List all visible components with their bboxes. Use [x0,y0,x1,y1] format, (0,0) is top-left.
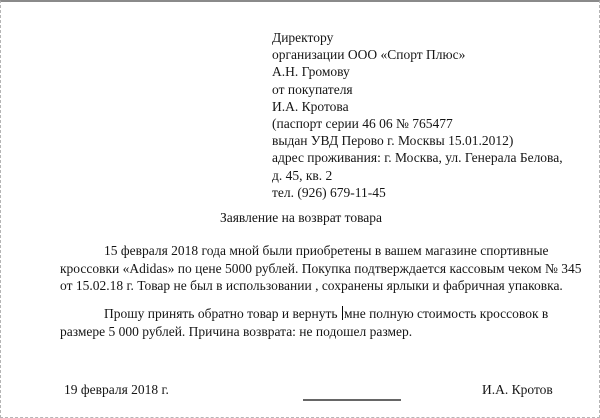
text-before-cursor: Прошу принять обратно товар и вернуть [104,306,341,321]
paragraph-line: от 15.02.18 г. Товар не был в использовании , сохранены ярлыки и фабричная упаковка. [60,278,563,293]
addressee-line: Директору [272,30,334,45]
addressee-line: организации ООО «Спорт Плюс» [272,47,466,63]
addressee-line: И.А. Кротова [272,98,349,114]
text-cursor [342,306,343,320]
addressee-block [272,29,563,201]
addressee-line: выдан УВД Перово г. Москвы 15.01.2012) [272,133,514,149]
paragraph-line [60,305,550,323]
addressee-line: адрес проживания: г. Москва, ул. Генерала Белова, [272,150,563,166]
text-after-cursor: мне полную стоимость кроссовок в [343,306,549,321]
signer-name: И.А. Кротов [482,382,553,397]
addressee-line: А.Н. Громову [272,64,350,80]
addressee-line: (паспорт серии 46 06 № 765477 [272,116,453,132]
addressee-line: от покупателя [272,81,353,97]
paragraph-line: размере 5 000 рублей. Причина возврата: не подошел размер. [60,323,413,339]
paragraph-request [60,305,550,340]
signature-line [303,399,401,401]
addressee-line: д. 45, кв. 2 [272,167,333,183]
addressee-line: тел. (926) 679-11-45 [272,184,386,200]
paragraph-line: кроссовки «Adidas» по цене 5000 рублей. Покупка подтверждается кассовым чеком № 345 [60,260,582,276]
paragraph-purchase-details [60,242,582,295]
document-title: Заявление на возврат товара [219,210,383,225]
signature-date: 19 февраля 2018 г. [64,382,169,397]
paragraph-line: 15 февраля 2018 года мной были приобретены в вашем магазине спортивные [104,243,549,258]
